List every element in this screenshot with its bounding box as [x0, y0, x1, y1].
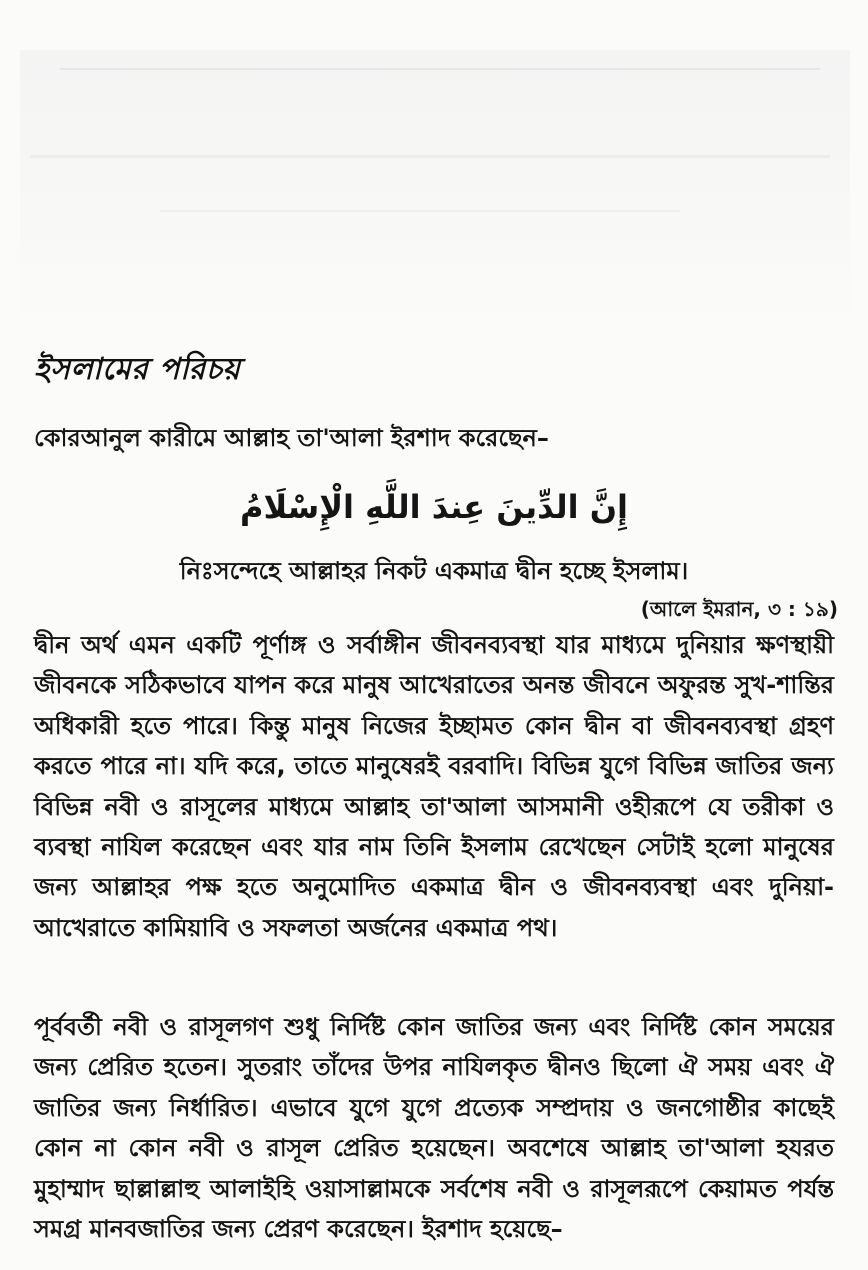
paragraph-din-meaning: দ্বীন অর্থ এমন একটি পূর্ণাঙ্গ ও সর্বাঙ্গীন জীবনব্যবস্থা যার মাধ্যমে দুনিয়ার ক্ষণস্থায়ী জীবনকে সঠিকভাবে যাপন করে মানুষ আখেরাতের অনন্ত জীবনে অফুরন্ত সুখ-শান্তির অধিকারী হতে পারে। কিন্তু মানুষ নিজের ইচ্ছামত কোন দ্বীন বা জীবনব্যবস্থা গ্রহণ করতে পারে না। যদি করে, তাতে মানুষেরই বরবাদি। বিভিন্ন যুগে বিভিন্ন জাতির জন্য বিভিন্ন নবী ও রাসূলের মাধ্যমে আল্লাহ তা'আলা আসমানী ওহীরূপে যে তরীকা ও ব্যবস্থা নাযিল করেছেন এবং যার নাম তিনি ইসলাম রেখেছেন সেটাই হলো মানুষের জন্য আল্লাহর পক্ষ হতে অনুমোদিত একমাত্র দ্বীন ও জীবনব্যবস্থা এবং দুনিয়া-আখেরাতে কামিয়াবি ও সফলতা অর্জনের একমাত্র পথ।	[34, 631, 834, 942]
section-heading: ইসলামের পরিচয়	[34, 352, 241, 387]
verse-translation: নিঃসন্দেহে আল্লাহর নিকট একমাত্র দ্বীন হচ্ছে ইসলাম।	[179, 557, 689, 585]
verse-reference: (আলে ইমরান, ৩ : ১৯)	[640, 597, 838, 621]
bleed-divider	[30, 155, 830, 158]
bleed-through-area	[20, 50, 850, 330]
bleed-divider	[60, 68, 820, 70]
paragraph-prophets: পূর্ববর্তী নবী ও রাসূলগণ শুধু নির্দিষ্ট কোন জাতির জন্য এবং নির্দিষ্ট কোন সময়ের জন্য প্রেরিত হতেন। সুতরাং তাঁদের উপর নাযিলকৃত দ্বীনও ছিলো ঐ সময় এবং ঐ জাতির জন্য নির্ধারিত। এভাবে যুগে যুগে প্রত্যেক সম্প্রদায় ও জনগোষ্ঠীর কাছেই কোন না কোন নবী ও রাসূল প্রেরিত হয়েছেন। অবশেষে আল্লাহ তা'আলা হযরত মুহাম্মাদ ছাল্লাল্লাহু আলাইহি ওয়াসাল্লামকে সর্বশেষ নবী ও রাসূলরূপে কেয়ামত পর্যন্ত সমগ্র মানবজাতির জন্য প্রেরণ করেছেন। ইরশাদ হয়েছে–	[34, 1013, 834, 1244]
intro-line: কোরআনুল কারীমে আল্লাহ তা'আলা ইরশাদ করেছেন–	[34, 424, 549, 452]
quran-verse-arabic: إِنَّ الدِّينَ عِندَ اللَّهِ الْإِسْلَامُ	[240, 488, 628, 526]
bleed-divider	[160, 210, 680, 212]
